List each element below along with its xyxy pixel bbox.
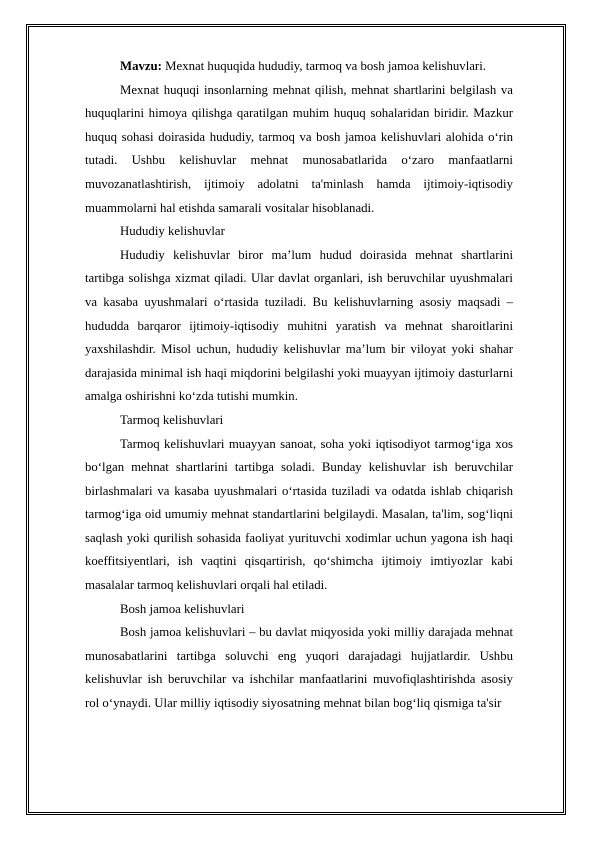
document-body [85, 55, 513, 716]
section-heading-sectoral: Tarmoq kelishuvlari [120, 412, 224, 427]
topic-label: Mavzu: [120, 59, 162, 73]
section-heading-regional: Hududiy kelishuvlar [120, 224, 225, 239]
section-body-sectoral: Tarmoq kelishuvlari muayyan sanoat, soha yoki iqtisodiyot tarmog‘iga xos bo‘lgan mehnat shartlarini tartibga soladi. Bunday kelishuvlar ish beruvchilar birlashmalari va kasaba uyushmalari o‘rtasida tuziladi va odatda ishlab chiqarish tarmog‘iga oid umumiy mehnat standartlarini belgilaydi. Masalan, ta'lim, sog‘liqni saqlash yoki qurilish sohasida faoliyat yurituvchi xodimlar uchun yagona ish haqi koeffitsiyentlari, ish vaqtini qisqartirish, qo‘shimcha ijtimoiy imtiyozlar kabi masalalar tarmoq kelishuvlari orqali hal etiladi. [85, 436, 513, 593]
topic-line [85, 55, 513, 79]
intro-paragraph: Mexnat huquqi insonlarning mehnat qilish, mehnat shartlarini belgilash va huquqlarini himoya qilishga qaratilgan muhim huquq sohalaridan biridir. Mazkur huquq sohasi doirasida hududiy, tarmoq va bosh jamoa kelishuvlari alohida o‘rin tutadi. Ushbu kelishuvlar mehnat munosabatlarida o‘zaro manfaatlarni muvozanatlashtirish, ijtimoiy adolatni ta'minlash hamda ijtimoiy-iqtisodiy muammolarni hal etishda samarali vositalar hisoblanadi. [85, 82, 513, 215]
topic-text: Mexnat huquqida hududiy, tarmoq va bosh jamoa kelishuvlari. [161, 59, 486, 73]
section-heading-general: Bosh jamoa kelishuvlari [120, 601, 245, 616]
section-body-regional: Hududiy kelishuvlar biror ma’lum hudud doirasida mehnat shartlarini tartibga solishga xizmat qiladi. Ular davlat organlari, ish beruvchilar uyushmalari va kasaba uyushmalari o‘rtasida tuziladi. Bu kelishuvlarning asosiy maqsadi – hududda barqaror ijtimoiy-iqtisodiy muhitni yaratish va mehnat sharoitlarini yaxshilashdir. Misol uchun, hududiy kelishuvlar ma’lum bir viloyat yoki shahar darajasida minimal ish haqi miqdorini belgilashi yoki muayyan ijtimoiy dasturlarni amalga oshirishni ko‘zda tutishi mumkin. [85, 247, 513, 404]
section-body-general: Bosh jamoa kelishuvlari – bu davlat miqyosida yoki milliy darajada mehnat munosabatlarini tartibga soluvchi eng yuqori darajadagi hujjatlardir. Ushbu kelishuvlar ish beruvchilar va ishchilar manfaatlarini muvofiqlashtirishda asosiy rol o‘ynaydi. Ular milliy iqtisodiy siyosatning mehnat bilan bog‘liq qismiga ta'sir [85, 625, 513, 711]
